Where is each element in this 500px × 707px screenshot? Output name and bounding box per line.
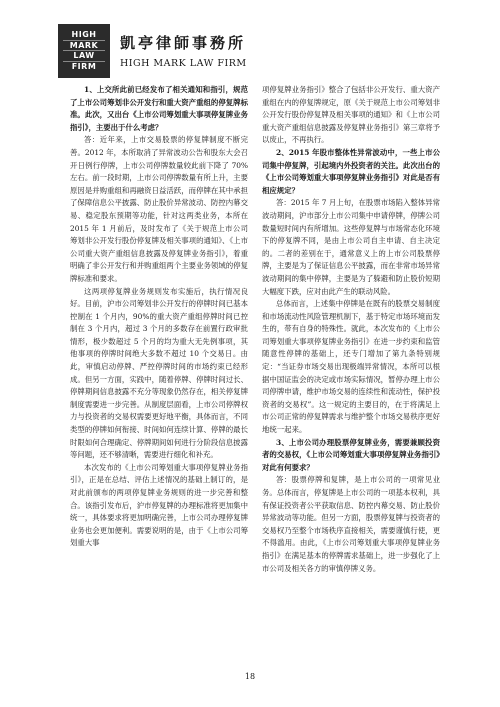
question-3: 3、上市公司办理股票停复牌业务，需要兼顾投资者的交易权，《上市公司筹划重大事项停复牌业务指引》对此有何要求？: [262, 437, 440, 472]
right-column: [262, 84, 440, 654]
logo-line: LAW: [63, 51, 105, 62]
answer-paragraph: 答：2015 年 7 月上旬，在股票市场陷入整体异常波动期间，沪市部分上市公司集中申请停牌，停牌公司数量短时间内有所增加。这些停复牌与市场常态化环境下的停复牌不同，是由上市公司自主申请、自主决定的。二者的差别在于，通常意义上的上市公司股票停牌，主要是为了保证信息公平披露，而在非常市场异常波动期间的集中停牌，主要是为了躲避和防止股价短期大幅度下跌，应对由此产生的联动风险。: [262, 198, 440, 296]
left-column: [70, 84, 248, 654]
answer-paragraph: 这两项停复牌业务规则发布实施后，执行情况良好。目前，沪市公司筹划非公开发行的停牌时间已基本控制在 1 个月内，90%的重大资产重组停牌时间已控制在 3 个月内，超过 3 个月的多数存在前置行政审批情形，极少数超过 5 个月的均为重大无先例事项，其他事项的停牌时间绝大多数不超过 10 个交易日。由此，审慎启动停牌、严控停牌时间的市场约束已经形成。但另一方面，实践中，随着停牌、停牌时间过长、停牌期间信息披露不充分等现象仍然存在，相关停复牌制度需要进一步完善。从制度层面看，上市公司停牌权力与投资者的交易权需要更好地平衡，具体而言，不同类型的停牌如何衔接、时间如何连续计算、停牌的最长时限如何合理确定、停牌期间如何进行分阶段信息披露等问题，还不够清晰，需要进行细化和补充。: [70, 286, 248, 460]
firm-name-en: HIGH MARK LAW FIRM: [120, 58, 247, 69]
answer-paragraph: 总体而言，上述集中停牌是在既有的股票交易制度和市场流动性风险管理机制下，基于特定市场环境而发生的，带有自身的特殊性。就此，本次发布的《上市公司筹划重大事项停复牌业务指引》在进一步约束和监管随意性停牌的基础上，还专门增加了第九条特别规定：“当证券市场交易出现极端异常情况，本所可以根据中国证监会的决定或市场实际情况，暂停办理上市公司停牌申请，维护市场交易的连续性和流动性，保护投资者的交易权”。这一规定的主要目的，在于将满足上市公司正常的停复牌需求与维护整个市场交易秩序更好地统一起来。: [262, 299, 440, 435]
article-body: [70, 84, 440, 654]
answer-paragraph: 答：近年来，上市交易股票的停复牌制度不断完善。2012 年，本所取消了异常波动公告和股东大会召开日例行停牌，上市公司停牌数量较此前下降了 70%左右。前一段时期，上市公司停牌数量有所上升，主要原因是并购重组和再融资日益活跃，而停牌在其中承担了保障信息公平披露、防止股价异常波动、防控内幕交易、稳定股东预期等功能，针对这两类业务，本所在 2015 年 1 月前后，及时发布了《关于规范上市公司筹划非公开发行股份停复牌及相关事项的通知》、《上市公司重大资产重组信息披露及停复牌业务指引》，着重明确了非公开发行和并购重组两个主要业务领域的停复牌标准和要求。: [70, 135, 248, 283]
firm-logo: [58, 24, 110, 78]
firm-name-cn: 凱亭律師事務所: [120, 34, 247, 52]
logo-line: MARK: [63, 41, 105, 52]
firm-header: [58, 24, 438, 80]
logo-line: HIGH: [63, 30, 105, 41]
answer-continuation: 项停复牌业务指引》整合了包括非公开发行、重大资产重组在内的停复牌规定，原《关于规范上市公司筹划非公开发行股份停复牌及相关事项的通知》和《上市公司重大资产重组信息披露及停复牌业务指引》第三章将予以废止，不再执行。: [262, 85, 440, 145]
page-number: 18: [244, 672, 256, 681]
question-2: 2、2015 年股市整体性异常波动中，一些上市公司集中停复牌，引起境内外投资者的关注。此次出台的《上市公司筹划重大事项停复牌业务指引》对此是否有相应规定？: [262, 147, 440, 195]
logo-line: FIRM: [71, 61, 97, 71]
question-1: 1、上交所此前已经发布了相关通知和指引，规范了上市公司筹划非公开发行和重大资产重组的停复牌标准。此次，又出台《上市公司筹划重大事项停复牌业务指引》，主要出于什么考虑？: [70, 85, 248, 132]
answer-paragraph: 答：股票停牌和复牌，是上市公司的一项常见业务。总体而言，停复牌是上市公司的一项基本权利，具有保证投资者公平获取信息、防控内幕交易、防止股价异常波动等功能。但另一方面，股票停复牌与投资者的交易权乃至整个市场秩序直接相关，需要谨慎行使，更不得滥用。由此，《上市公司筹划重大事项停复牌业务指引》在满足基本的停牌需求基础上，进一步强化了上市公司及相关各方的审慎停牌义务。: [262, 475, 440, 573]
answer-paragraph: 本次发布的《上市公司筹划重大事项停复牌业务指引》，正是在总结、评估上述情况的基础上制订的，是对此前颁布的两项停复牌业务规则的进一步完善和整合。该指引发布后，沪市停复牌的办理标准将更加集中统一，具体要求将更加明确完善，上市公司办理停复牌业务也会更加便利。需要说明的是，由于《上市公司筹划重大事: [70, 462, 248, 548]
